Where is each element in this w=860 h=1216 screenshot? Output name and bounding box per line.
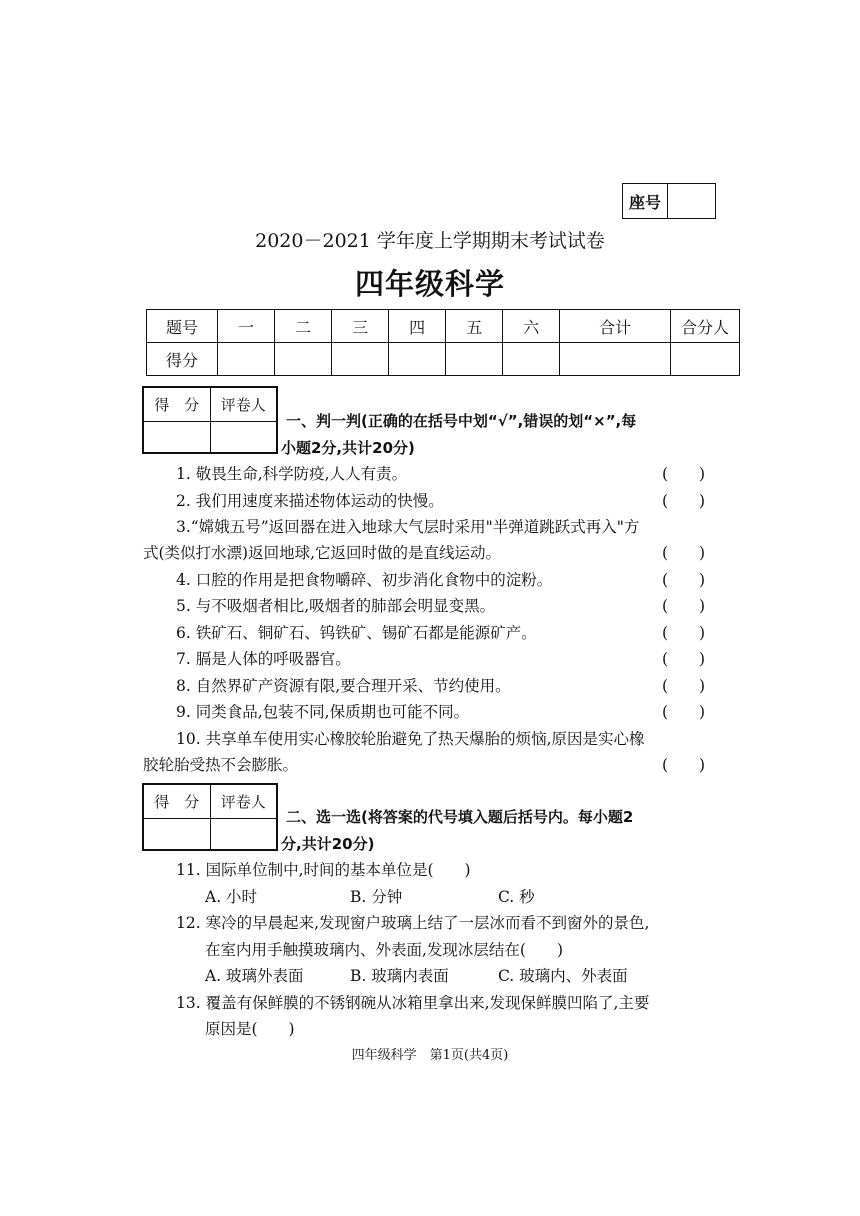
grader-name-field[interactable] bbox=[210, 422, 277, 453]
score-input-cell[interactable] bbox=[671, 343, 740, 376]
page-footer: 四年级科学 第1页(共4页) bbox=[351, 1048, 509, 1063]
grader-score-field[interactable] bbox=[144, 819, 211, 850]
answer-blank-7[interactable]: ( ) bbox=[662, 650, 706, 668]
answer-blank-10[interactable]: ( ) bbox=[662, 756, 706, 774]
score-input-cell[interactable] bbox=[332, 343, 389, 376]
judge-item-1: 1. 敬畏生命,科学防疫,人人有责。 bbox=[176, 465, 408, 483]
seat-number-field[interactable] bbox=[668, 184, 715, 218]
score-input-cell[interactable] bbox=[560, 343, 671, 376]
score-table-cell: 三 bbox=[332, 310, 389, 343]
score-input-cell[interactable] bbox=[275, 343, 332, 376]
answer-blank-1[interactable]: ( ) bbox=[662, 465, 706, 483]
score-table bbox=[146, 309, 740, 376]
score-table-cell: 五 bbox=[446, 310, 503, 343]
judge-item-2: 2. 我们用速度来描述物体运动的快慢。 bbox=[176, 492, 444, 510]
section1-heading-line1: 一、判一判(正确的在括号中划“√”,错误的划“×”,每 bbox=[286, 412, 637, 430]
q11-option-a: A. 小时 bbox=[205, 888, 258, 906]
section2-heading-line2: 分,共计20分) bbox=[281, 835, 375, 853]
section2-heading-line1: 二、选一选(将答案的代号填入题后括号内。每小题2 bbox=[286, 808, 634, 826]
choice-question-11: 11. 国际单位制中,时间的基本单位是( ) bbox=[176, 861, 471, 879]
score-table-cell: 合分人 bbox=[671, 310, 740, 343]
score-row-label: 得分 bbox=[147, 343, 218, 376]
choice-question-13: 13. 覆盖有保鲜膜的不锈钢碗从冰箱里拿出来,发现保鲜膜凹陷了,主要 bbox=[176, 994, 650, 1012]
q11-option-c: C. 秒 bbox=[498, 888, 535, 906]
score-input-cell[interactable] bbox=[446, 343, 503, 376]
score-table-cell: 六 bbox=[503, 310, 560, 343]
choice-question-12: 12. 寒冷的早晨起来,发现窗户玻璃上结了一层冰而看不到窗外的景色, bbox=[176, 914, 650, 932]
grader-score-field[interactable] bbox=[144, 422, 211, 453]
score-table-header-row bbox=[147, 310, 740, 343]
answer-blank-4[interactable]: ( ) bbox=[662, 571, 706, 589]
answer-blank-3[interactable]: ( ) bbox=[662, 544, 706, 562]
answer-blank-8[interactable]: ( ) bbox=[662, 677, 706, 695]
exam-title: 四年级科学 bbox=[354, 267, 505, 301]
score-table-cell: 合计 bbox=[560, 310, 671, 343]
score-table-cell: 二 bbox=[275, 310, 332, 343]
q12-option-c: C. 玻璃内、外表面 bbox=[498, 967, 628, 985]
score-input-cell[interactable] bbox=[218, 343, 275, 376]
choice-question-12-cont: 在室内用手触摸玻璃内、外表面,发现冰层结在( ) bbox=[205, 941, 564, 959]
judge-item-3-cont: 式(类似打水漂)返回地球,它返回时做的是直线运动。 bbox=[143, 544, 502, 562]
answer-blank-9[interactable]: ( ) bbox=[662, 703, 706, 721]
choice-question-13-cont: 原因是( ) bbox=[205, 1020, 295, 1038]
judge-item-4: 4. 口腔的作用是把食物嚼碎、初步消化食物中的淀粉。 bbox=[176, 571, 553, 589]
exam-subtitle: 2020－2021 学年度上学期期末考试试卷 bbox=[255, 230, 605, 252]
answer-blank-2[interactable]: ( ) bbox=[662, 492, 706, 510]
judge-item-9: 9. 同类食品,包装不同,保质期也可能不同。 bbox=[176, 703, 470, 721]
grader-score-label: 得 分 bbox=[144, 388, 211, 422]
answer-blank-6[interactable]: ( ) bbox=[662, 624, 706, 642]
grader-box-section1 bbox=[142, 386, 278, 454]
q11-option-b: B. 分钟 bbox=[350, 888, 403, 906]
score-table-cell: 四 bbox=[389, 310, 446, 343]
judge-item-10: 10. 共享单车使用实心橡胶轮胎避免了热天爆胎的烦恼,原因是实心橡 bbox=[176, 730, 645, 748]
seat-number-box bbox=[622, 183, 716, 219]
score-table-cell: 题号 bbox=[147, 310, 218, 343]
grader-name-label: 评卷人 bbox=[210, 785, 277, 819]
grader-name-label: 评卷人 bbox=[210, 388, 277, 422]
judge-item-10-cont: 胶轮胎受热不会膨胀。 bbox=[143, 756, 299, 774]
judge-item-8: 8. 自然界矿产资源有限,要合理开采、节约使用。 bbox=[176, 677, 511, 695]
judge-item-6: 6. 铁矿石、铜矿石、钨铁矿、锡矿石都是能源矿产。 bbox=[176, 624, 537, 642]
grader-score-label: 得 分 bbox=[144, 785, 211, 819]
grader-box-section2 bbox=[142, 783, 278, 851]
q12-option-b: B. 玻璃内表面 bbox=[350, 967, 449, 985]
q12-option-a: A. 玻璃外表面 bbox=[205, 967, 304, 985]
grader-name-field[interactable] bbox=[210, 819, 277, 850]
answer-blank-5[interactable]: ( ) bbox=[662, 597, 706, 615]
judge-item-3: 3.“嫦娥五号”返回器在进入地球大气层时采用"半弹道跳跃式再入"方 bbox=[176, 518, 640, 536]
judge-item-5: 5. 与不吸烟者相比,吸烟者的肺部会明显变黑。 bbox=[176, 597, 496, 615]
seat-number-label: 座号 bbox=[623, 184, 668, 218]
judge-item-7: 7. 膈是人体的呼吸器官。 bbox=[176, 650, 351, 668]
score-input-cell[interactable] bbox=[503, 343, 560, 376]
score-table-cell: 一 bbox=[218, 310, 275, 343]
score-input-cell[interactable] bbox=[389, 343, 446, 376]
section1-heading-line2: 小题2分,共计20分) bbox=[281, 439, 415, 457]
score-table-score-row bbox=[147, 343, 740, 376]
